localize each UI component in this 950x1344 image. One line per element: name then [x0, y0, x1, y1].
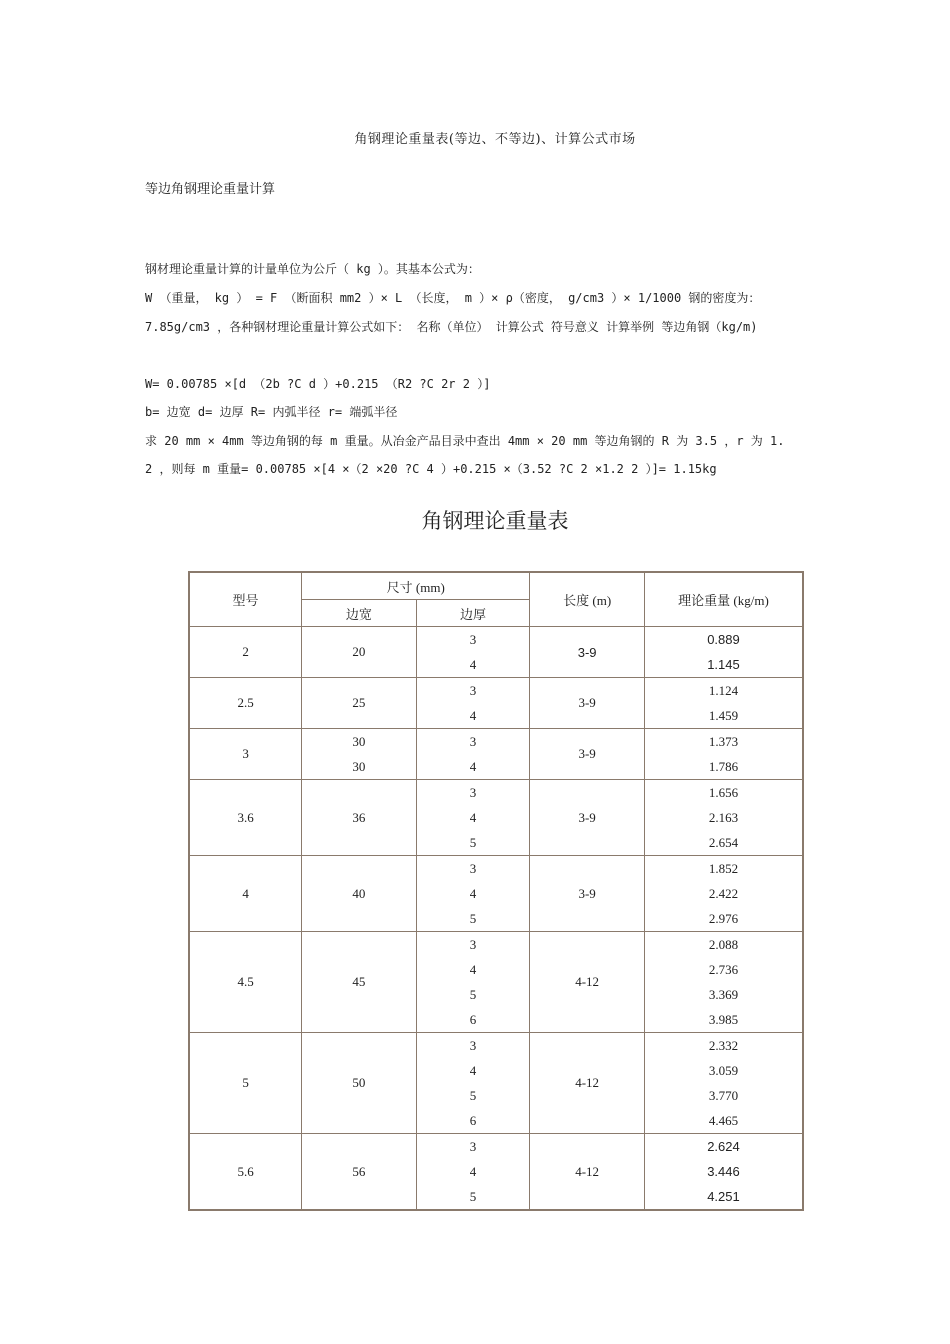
cell-weight [644, 932, 803, 1033]
table-header-row [189, 572, 803, 600]
table-row [189, 780, 803, 856]
cell-weight-value: 3.059 [708, 1063, 739, 1078]
section-heading: 等边角钢理论重量计算 [145, 182, 276, 197]
cell-thickness-value: 3 [469, 632, 477, 647]
cell-weight-value: 1.459 [708, 708, 739, 723]
cell-thickness-value: 5 [469, 1189, 477, 1204]
cell-weight-value: 1.786 [708, 759, 739, 774]
formula-line: W= 0.00785 ×[d （2b ?C d ）+0.215 （R2 ?C 2r 2 ）] [145, 377, 491, 391]
header-model: 型号 [189, 572, 302, 627]
cell-weight-value: 4.251 [707, 1189, 740, 1204]
table-row [189, 1033, 803, 1134]
cell-thickness-value: 6 [469, 1113, 477, 1128]
cell-thickness-value: 5 [469, 1088, 477, 1103]
example-line: 2 ，则每 m 重量= 0.00785 ×[4 ×（2 ×20 ?C 4 ）+0.215 ×（3.52 ?C 2 ×1.2 2 ）]= 1.15kg [145, 462, 717, 476]
cell-weight-value: 3.446 [707, 1164, 740, 1179]
cell-width [302, 729, 417, 780]
cell-thickness-value: 3 [469, 734, 477, 749]
cell-weight-value: 2.624 [707, 1139, 740, 1154]
cell-weight [644, 678, 803, 729]
cell-thickness-value: 5 [469, 835, 477, 850]
cell-weight-value: 2.422 [708, 886, 739, 901]
cell-weight-value: 2.163 [708, 810, 739, 825]
cell-thickness-value: 4 [469, 810, 477, 825]
cell-weight-value: 1.124 [708, 683, 739, 698]
header-width: 边宽 [302, 600, 417, 627]
cell-weight-value: 1.373 [708, 734, 739, 749]
cell-thickness-value: 6 [469, 1012, 477, 1027]
cell-thickness [416, 856, 530, 932]
cell-weight [644, 1134, 803, 1211]
symbol-definition-line: b= 边宽 d= 边厚 R= 内弧半径 r= 端弧半径 [145, 405, 398, 419]
cell-length: 3-9 [530, 729, 645, 780]
header-thickness: 边厚 [416, 600, 530, 627]
cell-thickness-value: 3 [469, 683, 477, 698]
cell-weight-value: 4.465 [708, 1113, 739, 1128]
cell-width: 40 [302, 856, 417, 932]
table-row [189, 678, 803, 729]
cell-model: 4.5 [189, 932, 302, 1033]
table-row [189, 932, 803, 1033]
cell-thickness [416, 627, 530, 678]
cell-length: 3-9 [530, 856, 645, 932]
cell-model: 3.6 [189, 780, 302, 856]
paragraph-line: W （重量， kg ） = F （断面积 mm2 ）× L （长度， m ）× ρ（密度， g/cm3 ）× 1/1000 钢的密度为： [145, 291, 761, 305]
header-weight: 理论重量 (kg/m) [644, 572, 803, 627]
cell-width-value: 30 [352, 734, 366, 749]
cell-model: 5.6 [189, 1134, 302, 1211]
paragraph-line: 7.85g/cm3 ，各种钢材理论重量计算公式如下： 名称（单位） 计算公式 符号意义 计算举例 等边角钢（kg/m) [145, 320, 758, 334]
cell-width: 25 [302, 678, 417, 729]
cell-weight-value: 1.656 [708, 785, 739, 800]
cell-length: 3-9 [530, 678, 645, 729]
cell-weight-value: 3.985 [708, 1012, 739, 1027]
cell-length: 3-9 [530, 627, 645, 678]
cell-thickness-value: 3 [469, 1038, 477, 1053]
cell-width: 50 [302, 1033, 417, 1134]
angle-steel-weight-table [188, 571, 804, 1211]
cell-width-value: 30 [352, 759, 366, 774]
cell-model: 5 [189, 1033, 302, 1134]
cell-thickness-value: 3 [469, 937, 477, 952]
cell-thickness [416, 932, 530, 1033]
cell-weight [644, 729, 803, 780]
cell-weight [644, 856, 803, 932]
cell-weight-value: 2.088 [708, 937, 739, 952]
cell-thickness-value: 4 [469, 759, 477, 774]
cell-thickness [416, 729, 530, 780]
cell-width: 36 [302, 780, 417, 856]
header-size: 尺寸 (mm) [302, 572, 530, 600]
table-title: 角钢理论重量表 [421, 509, 569, 533]
cell-width: 20 [302, 627, 417, 678]
table-row [189, 856, 803, 932]
paragraph-line: 钢材理论重量计算的计量单位为公斤（ kg ）。其基本公式为： [145, 262, 480, 276]
cell-thickness-value: 5 [469, 911, 477, 926]
cell-weight-value: 1.145 [707, 657, 740, 672]
cell-thickness-value: 5 [469, 987, 477, 1002]
cell-thickness-value: 4 [469, 1063, 477, 1078]
cell-thickness-value: 3 [469, 1139, 477, 1154]
cell-thickness-value: 3 [469, 785, 477, 800]
cell-weight-value: 3.770 [708, 1088, 739, 1103]
header-length: 长度 (m) [530, 572, 645, 627]
cell-thickness [416, 678, 530, 729]
table-row [189, 627, 803, 678]
cell-thickness-value: 3 [469, 861, 477, 876]
cell-weight-value: 1.852 [708, 861, 739, 876]
cell-weight-value: 2.976 [708, 911, 739, 926]
table-row [189, 1134, 803, 1211]
cell-weight-value: 2.654 [708, 835, 739, 850]
cell-thickness-value: 4 [469, 1164, 477, 1179]
cell-model: 4 [189, 856, 302, 932]
table-row [189, 729, 803, 780]
cell-model: 2.5 [189, 678, 302, 729]
cell-thickness-value: 4 [469, 886, 477, 901]
cell-weight-value: 3.369 [708, 987, 739, 1002]
cell-weight [644, 627, 803, 678]
cell-thickness-value: 4 [469, 657, 477, 672]
cell-weight [644, 1033, 803, 1134]
document-title: 角钢理论重量表(等边、不等边)、计算公式市场 [354, 132, 636, 147]
cell-thickness-value: 4 [469, 708, 477, 723]
cell-model: 2 [189, 627, 302, 678]
cell-length: 3-9 [530, 780, 645, 856]
cell-thickness-value: 4 [469, 962, 477, 977]
cell-width: 56 [302, 1134, 417, 1211]
cell-length: 4-12 [530, 1134, 645, 1211]
cell-weight [644, 780, 803, 856]
cell-thickness [416, 1134, 530, 1211]
cell-model: 3 [189, 729, 302, 780]
cell-thickness [416, 780, 530, 856]
cell-weight-value: 2.332 [708, 1038, 739, 1053]
cell-length: 4-12 [530, 1033, 645, 1134]
cell-length: 4-12 [530, 932, 645, 1033]
cell-width: 45 [302, 932, 417, 1033]
cell-weight-value: 0.889 [707, 632, 740, 647]
cell-thickness [416, 1033, 530, 1134]
example-line: 求 20 mm × 4mm 等边角钢的每 m 重量。从冶金产品目录中查出 4mm × 20 mm 等边角钢的 R 为 3.5 ，r 为 1. [145, 434, 785, 448]
cell-weight-value: 2.736 [708, 962, 739, 977]
